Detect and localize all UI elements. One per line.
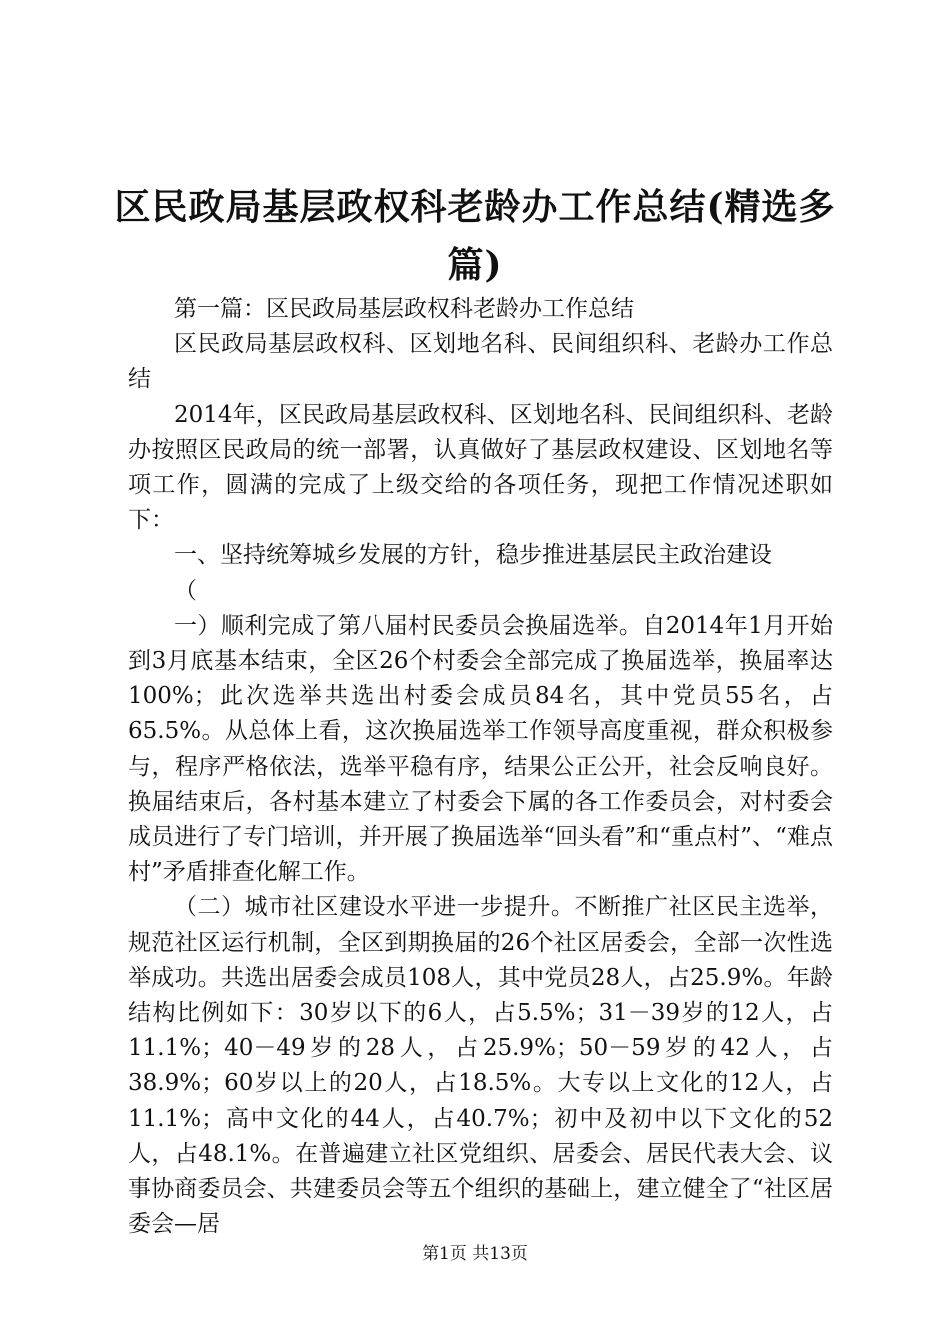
paragraph-village-election: 一）顺利完成了第八届村民委员会换届选举。自2014年1月开始到3月底基本结束，全区26个村委会全部完成了换届选举，换届率达100%；此次选举共选出村委会成员84名，其中党员55名，占65.5%。从总体上看，这次换届选举工作领导高度重视，群众积极参与，程序严格依法，选举平稳有序，结果公正公开，社会反响良好。换届结束后，各村基本建立了村委会下属的各工作委员会，对村委会成员进行了专门培训，并开展了换届选举“回头看”和“重点村”、“难点村”矛盾排查化解工作。 bbox=[128, 612, 833, 886]
paragraph-subtitle: 区民政局基层政权科、区划地名科、民间组织科、老龄办工作总结 bbox=[128, 331, 833, 393]
title-line-1: 区民政局基层政权科老龄办工作总结(精选多 bbox=[114, 186, 836, 228]
title-line-2: 篇) bbox=[447, 244, 503, 286]
paragraph-paren: （ bbox=[174, 577, 197, 604]
paragraph-intro: 2014年，区民政局基层政权科、区划地名科、民间组织科、老龄办按照区民政局的统一部署，认真做好了基层政权建设、区划地名等项工作，圆满的完成了上级交给的各项任务，现把工作情况述职如下： bbox=[128, 401, 833, 534]
document-body bbox=[128, 292, 833, 1242]
document-title bbox=[100, 178, 850, 294]
page-footer: 第1页 共13页 bbox=[422, 1244, 528, 1264]
paragraph-section-heading: 第一篇：区民政局基层政权科老龄办工作总结 bbox=[174, 296, 634, 322]
paragraph-heading-one: 一、坚持统筹城乡发展的方针，稳步推进基层民主政治建设 bbox=[174, 542, 772, 569]
paragraph-community-building: （二）城市社区建设水平进一步提升。不断推广社区民主选举，规范社区运行机制，全区到期换届的26个社区居委会，全部一次性选举成功。共选出居委会成员108人，其中党员28人，占25.9%。年龄结构比例如下：30岁以下的6人，占5.5%；31－39岁的12人，占11.1%；40－49岁的28人，占25.9%；50－59岁的42人，占38.9%；60岁以上的20人，占18.5%。大专以上文化的12人，占11.1%；高中文化的44人，占40.7%；初中及初中以下文化的52人，占48.1%。在普遍建立社区党组织、居委会、居民代表大会、议事协商委员会、共建委员会等五个组织的基础上，建立健全了“社区居委会—居 bbox=[128, 894, 833, 1238]
